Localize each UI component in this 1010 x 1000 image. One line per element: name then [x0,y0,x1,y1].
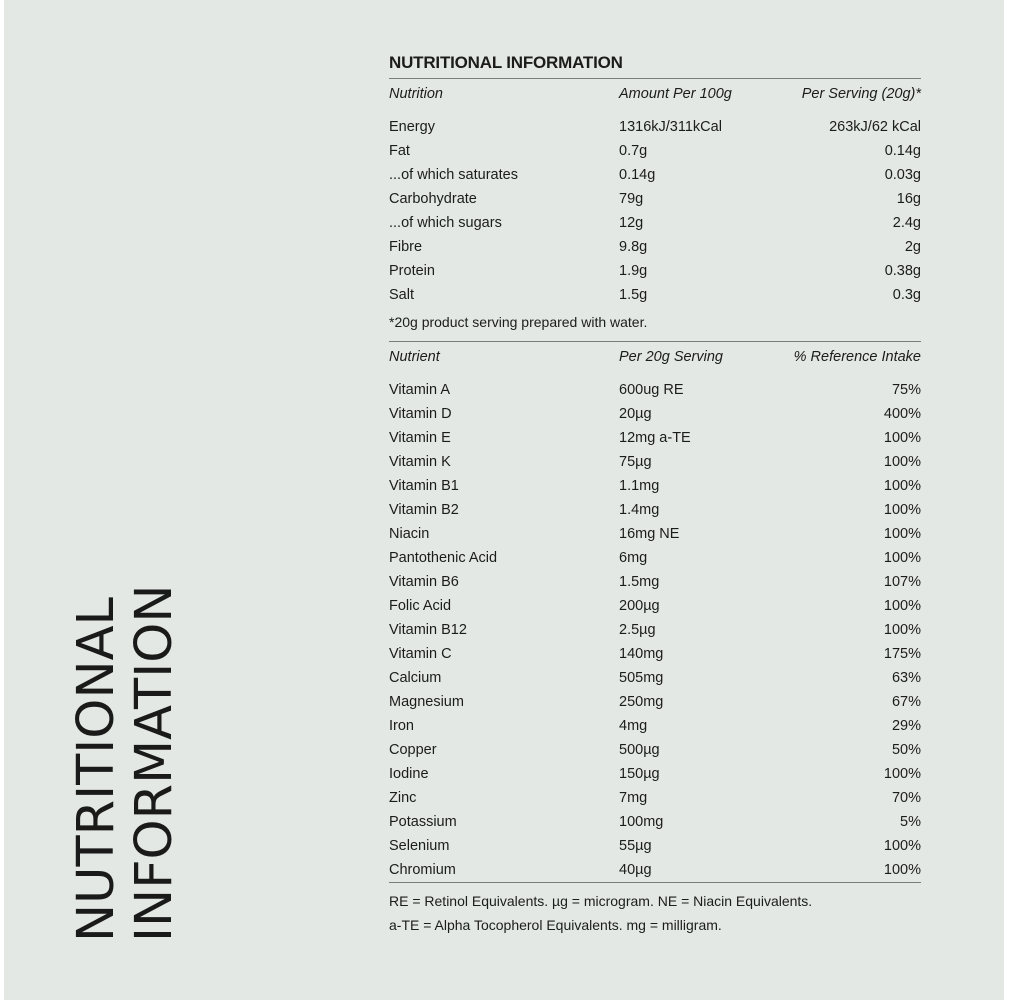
table-cell: Iodine [389,766,429,782]
table-cell: 0.38g [884,263,921,279]
table-row [389,139,921,163]
table-cell: 100% [883,502,921,518]
serving-note: *20g product serving prepared with water. [389,314,648,330]
table-cell: Energy [389,119,435,135]
table-cell: 9.8g [619,239,648,255]
col-header-reference-intake: % Reference Intake [793,349,921,365]
col-header-nutrient: Nutrient [389,349,440,365]
table-cell: 2g [904,239,921,255]
table-cell: Folic Acid [389,598,452,614]
section-heading: NUTRITIONAL INFORMATION [389,53,623,72]
table-cell: 150µg [619,766,660,782]
table-row [389,594,921,618]
table-cell: Zinc [389,790,417,806]
table-row [389,259,921,283]
table-cell: 67% [891,694,921,710]
table-cell: Magnesium [389,694,464,710]
table-cell: 1316kJ/311kCal [619,119,722,135]
table-row [389,498,921,522]
table-cell: 0.7g [619,143,648,159]
table-cell: 79g [619,191,644,207]
table-cell: Vitamin E [389,430,451,446]
table-cell: 1.9g [619,263,648,279]
table-cell: 100% [883,598,921,614]
table-cell: Iron [389,718,414,734]
table-cell: 500µg [619,742,660,758]
table-cell: 175% [883,646,921,662]
table-cell: 250mg [619,694,664,710]
table-row [389,283,921,307]
table-cell: 75% [891,382,921,398]
table-cell: Potassium [389,814,457,830]
table-cell: Vitamin K [389,454,451,470]
table-cell: Calcium [389,670,442,686]
table-row [389,738,921,762]
table-row [389,187,921,211]
table-cell: Vitamin A [389,382,450,398]
table-cell: 140mg [619,646,664,662]
table-cell: Copper [389,742,437,758]
table-cell: 16mg NE [619,526,680,542]
footnote-line: a-TE = Alpha Tocopherol Equivalents. mg = milligram. [389,917,722,933]
table-cell: 1.1mg [619,478,660,494]
footnotes [389,889,921,937]
side-title [68,584,184,942]
table-cell: 70% [891,790,921,806]
table-cell: 100% [883,454,921,470]
table-cell: 50% [891,742,921,758]
table-row [389,474,921,498]
table-cell: 16g [896,191,921,207]
table-cell: 12mg a-TE [619,430,691,446]
nutrition-content [389,52,921,937]
table-row [389,522,921,546]
table-cell: 100% [883,550,921,566]
table-cell: 63% [891,670,921,686]
table-row [389,810,921,834]
table-cell: Vitamin B6 [389,574,459,590]
table-row [389,786,921,810]
table-cell: 0.3g [892,287,921,303]
table-cell: 12g [619,215,644,231]
table-cell: 0.14g [619,167,656,183]
side-title-line2: INFORMATION [125,584,184,942]
col-header-nutrition: Nutrition [389,86,443,102]
table-cell: 100% [883,766,921,782]
nutrition-rows [389,115,921,307]
col-header-per-serving: Per Serving (20g)* [801,86,921,102]
table-cell: Salt [389,287,414,303]
table-cell: 100% [883,430,921,446]
table-cell: Chromium [389,862,456,878]
table-row [389,762,921,786]
table-row [389,235,921,259]
table-cell: 5% [900,814,921,830]
table-cell: ...of which sugars [389,215,502,231]
table-cell: 40µg [619,862,652,878]
divider [389,882,921,883]
table-cell: 100% [883,526,921,542]
table-cell: 6mg [619,550,648,566]
table-cell: 1.5g [619,287,648,303]
table-cell: Vitamin B1 [389,478,459,494]
table-cell: 505mg [619,670,664,686]
table-row [389,834,921,858]
table-cell: 2.4g [892,215,921,231]
table-cell: Fat [389,143,410,159]
table-cell: 100% [883,622,921,638]
table-cell: Vitamin D [389,406,452,422]
table-cell: 100% [883,838,921,854]
table-cell: 1.5mg [619,574,660,590]
table-cell: 29% [891,718,921,734]
table-cell: 7mg [619,790,648,806]
table-cell: 400% [883,406,921,422]
table-cell: Protein [389,263,435,279]
col-header-amount-per-100g: Amount Per 100g [619,86,732,102]
table-cell: 55µg [619,838,652,854]
nutrient-table-header [389,342,921,372]
table-cell: 1.4mg [619,502,660,518]
side-title-line1: NUTRITIONAL [67,597,126,942]
nutrition-table [389,79,921,333]
table-cell: 600ug RE [619,382,684,398]
table-cell: 263kJ/62 kCal [829,119,921,135]
col-header-per-20g-serving: Per 20g Serving [619,349,723,365]
table-cell: 100% [883,478,921,494]
table-row [389,378,921,402]
table-row [389,426,921,450]
table-cell: 0.03g [884,167,921,183]
table-cell: 75µg [619,454,652,470]
table-cell: 100mg [619,814,664,830]
nutrient-rows [389,378,921,882]
table-row [389,690,921,714]
nutrition-panel [4,0,1004,1000]
table-cell: 2.5µg [619,622,656,638]
nutrition-table-header [389,79,921,109]
table-cell: Vitamin B12 [389,622,467,638]
table-cell: Pantothenic Acid [389,550,498,566]
table-row [389,546,921,570]
table-row [389,714,921,738]
table-row [389,450,921,474]
table-cell: 4mg [619,718,648,734]
table-row [389,570,921,594]
table-cell: Carbohydrate [389,191,477,207]
table-row [389,115,921,139]
table-cell: 20µg [619,406,652,422]
table-cell: Fibre [389,239,423,255]
table-cell: 0.14g [884,143,921,159]
table-cell: Selenium [389,838,450,854]
footnote-line: RE = Retinol Equivalents. µg = microgram. NE = Niacin Equivalents. [389,893,813,909]
table-cell: ...of which saturates [389,167,518,183]
table-cell: Niacin [389,526,430,542]
table-row [389,402,921,426]
table-cell: 100% [883,862,921,878]
table-row [389,666,921,690]
table-row [389,858,921,882]
table-row [389,163,921,187]
table-row [389,618,921,642]
table-cell: Vitamin B2 [389,502,459,518]
table-cell: 200µg [619,598,660,614]
table-row [389,642,921,666]
nutrient-table [389,342,921,882]
table-cell: 107% [883,574,921,590]
table-cell: Vitamin C [389,646,452,662]
table-row [389,211,921,235]
